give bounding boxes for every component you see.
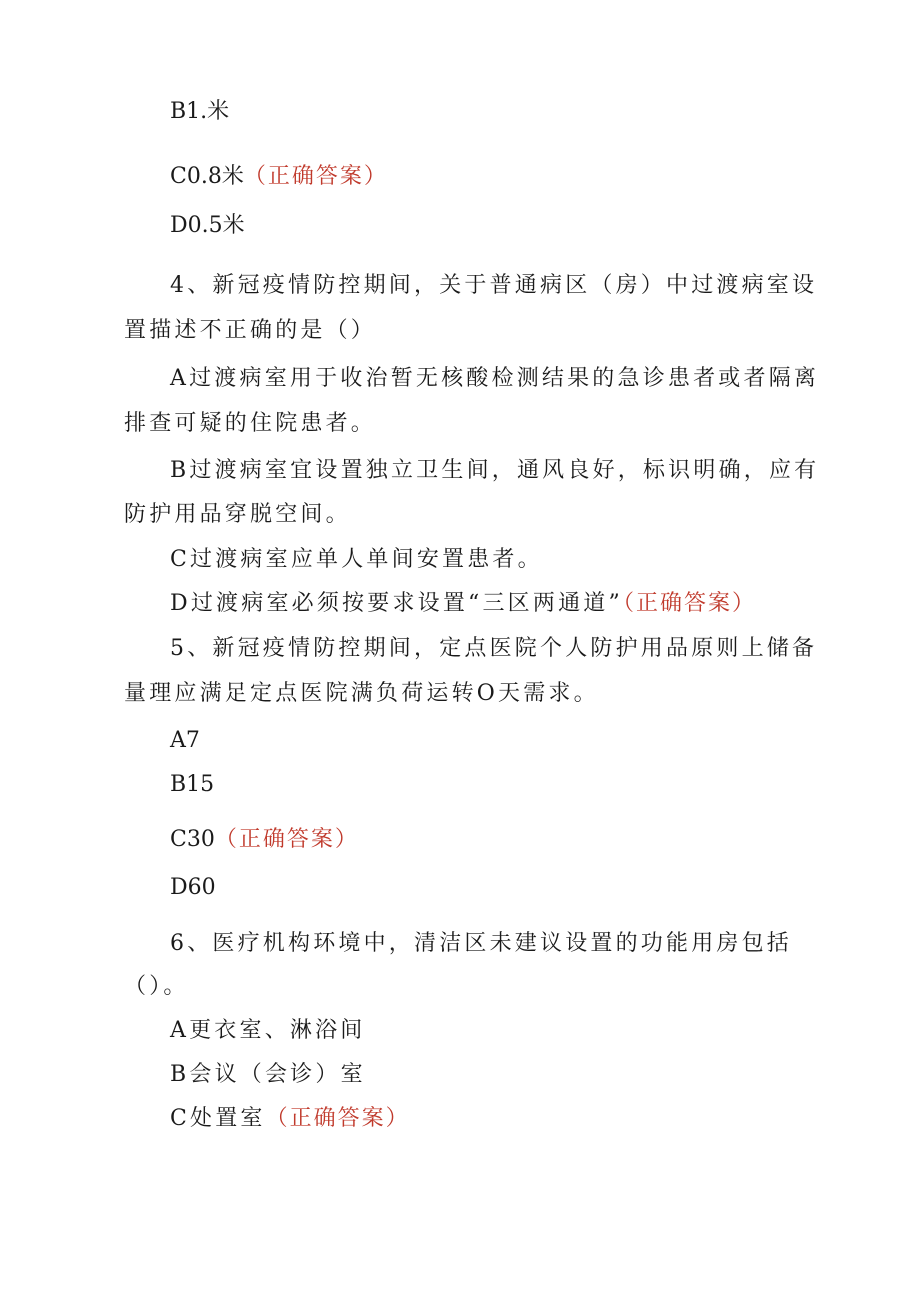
q3-option-b: [170, 97, 229, 127]
q5-option-c-text: C30: [170, 827, 215, 852]
q3-option-d-text: D0.5米: [170, 213, 245, 238]
q6-option-c: [170, 1104, 410, 1134]
q5-stem-line2: 量理应满足定点医院满负荷运转O天需求。: [124, 681, 599, 706]
q4-option-d-text: D过渡病室必须按要求设置“三区两通道”: [170, 591, 623, 616]
q6-correct-answer-mark: （正确答案）: [265, 1106, 410, 1131]
q3-correct-answer-mark: （正确答案）: [243, 164, 388, 189]
q5-option-c: [170, 825, 359, 855]
q4-stem-line2: 置描述不正确的是（）: [124, 318, 377, 343]
q6-option-b: B会议（会诊）室: [170, 1062, 366, 1087]
q3-option-d: [170, 211, 245, 241]
q5-stem-line1: 5、新冠疫情防控期间，定点医院个人防护用品原则上储备: [170, 636, 818, 661]
q4-option-a-line1: A过渡病室用于收治暂无核酸检测结果的急诊患者或者隔离: [170, 366, 820, 391]
q6-stem-line2: （）。: [124, 974, 189, 999]
q4-option-b-line2: 防护用品穿脱空间。: [124, 502, 351, 527]
q3-option-b-text: B1.米: [170, 99, 230, 124]
q5-option-b: B15: [170, 772, 215, 797]
q6-option-a: A更衣室、淋浴间: [170, 1018, 366, 1043]
q6-stem-line1: 6、医疗机构环境中，清洁区未建议设置的功能用房包括: [170, 931, 792, 956]
q3-option-c: [170, 162, 388, 192]
q4-option-d: [170, 589, 756, 619]
q4-correct-answer-mark: （正确答案）: [622, 591, 756, 616]
q5-option-d: D60: [170, 875, 216, 900]
q4-option-a-line2: 排查可疑的住院患者。: [124, 411, 377, 436]
q4-option-c: C过渡病室应单人单间安置患者。: [170, 547, 543, 572]
q5-correct-answer-mark: （正确答案）: [214, 827, 359, 852]
q5-option-a: A7: [170, 728, 200, 753]
q6-option-c-text: C处置室: [170, 1106, 266, 1131]
q4-stem-line1: 4、新冠疫情防控期间，关于普通病区（房）中过渡病室设: [170, 273, 818, 298]
q4-option-b-line1: B过渡病室宜设置独立卫生间，通风良好，标识明确，应有: [170, 458, 820, 483]
q3-option-c-text: C0.8米: [170, 164, 244, 189]
